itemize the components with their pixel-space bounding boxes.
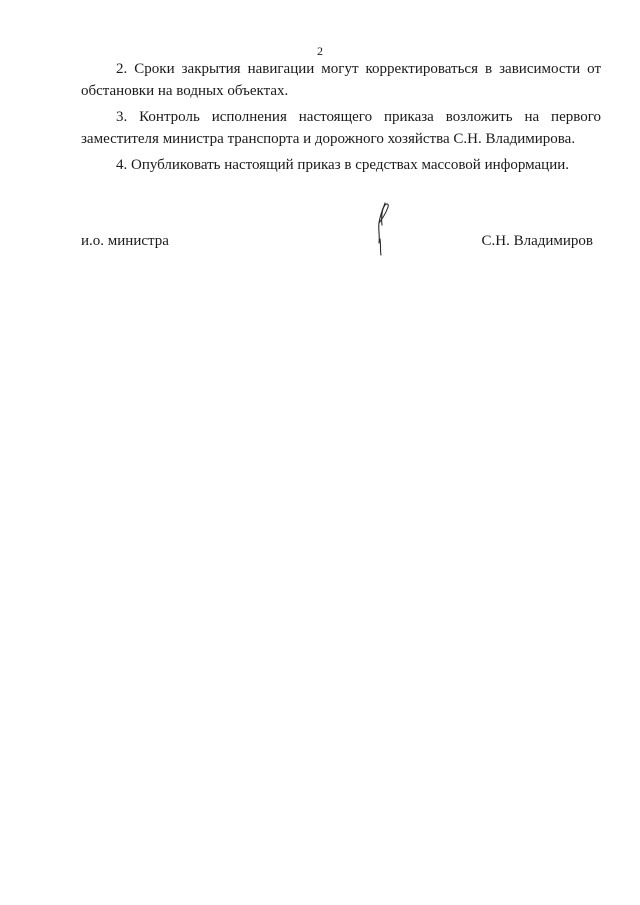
signatory-name: С.Н. Владимиров (481, 233, 593, 249)
signatory-position: и.о. министра (81, 233, 169, 249)
paragraph-item-3: 3. Контроль исполнения настоящего приказа возложить на первого заместителя министра транспорта и дорожного хозяйства С.Н. Владимирова. (81, 109, 601, 147)
handwritten-signature (371, 199, 395, 259)
paragraph-item-2: 2. Сроки закрытия навигации могут корректироваться в зависимости от обстановки на водных объектах. (81, 61, 601, 99)
paragraph-item-4: 4. Опубликовать настоящий приказ в средствах массовой информации. (116, 157, 570, 173)
document-body (81, 58, 601, 180)
signature-block (81, 229, 593, 259)
page-number: 2 (317, 44, 323, 58)
